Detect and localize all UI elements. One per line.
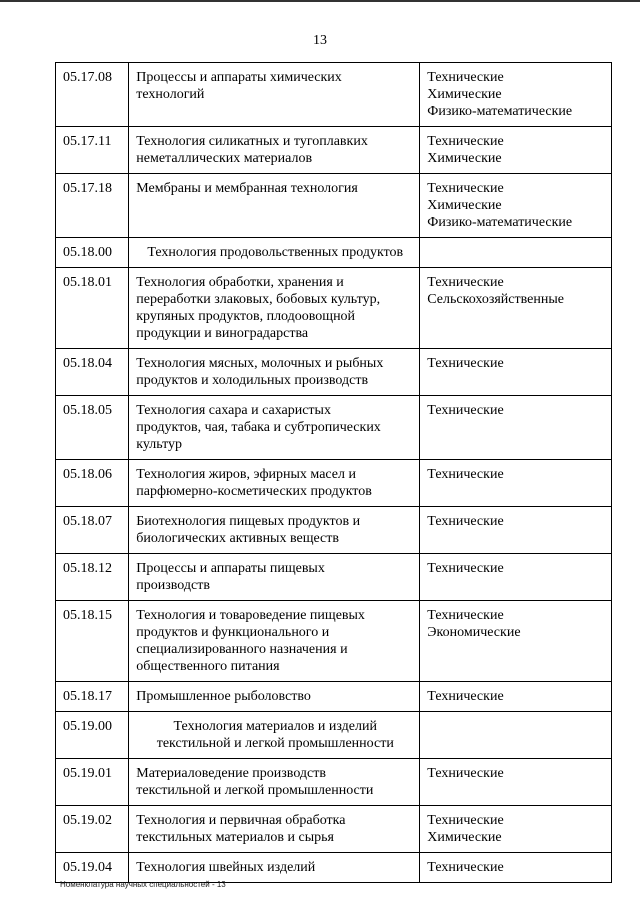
specialty-code: 05.17.08 [56,63,129,127]
specialty-code: 05.18.12 [56,554,129,601]
specialty-name: Технология обработки, хранения и переработки злаковых, бобовых культур, крупяных продуктов, плодоовощной продукции и виноградарства [129,268,420,349]
specialties-table-body [56,63,612,883]
science-branches: Технические [420,396,612,460]
science-branches [420,238,612,268]
science-branches: Технические Химические [420,806,612,853]
science-branches: Технические [420,759,612,806]
specialty-code: 05.18.17 [56,682,129,712]
specialty-name: Технология швейных изделий [129,853,420,883]
table-row [56,853,612,883]
table-row [56,682,612,712]
specialty-name: Процессы и аппараты химических технологий [129,63,420,127]
specialty-name: Материаловедение производств текстильной и легкой промышленности [129,759,420,806]
science-branches: Технические [420,682,612,712]
science-branches: Технические [420,554,612,601]
table-row [56,349,612,396]
table-row [56,174,612,238]
specialty-name: Технология силикатных и тугоплавких неметаллических материалов [129,127,420,174]
table-row [56,554,612,601]
specialty-name: Биотехнология пищевых продуктов и биологических активных веществ [129,507,420,554]
specialty-code: 05.18.06 [56,460,129,507]
table-row [56,238,612,268]
specialty-code: 05.18.01 [56,268,129,349]
table-row [56,806,612,853]
specialty-code: 05.19.00 [56,712,129,759]
specialty-name: Технология и первичная обработка текстильных материалов и сырья [129,806,420,853]
table-row [56,507,612,554]
specialties-table [55,62,612,883]
science-branches: Технические Химические [420,127,612,174]
science-branches: Технические [420,853,612,883]
specialty-name: Промышленное рыболовство [129,682,420,712]
specialty-name: Технология и товароведение пищевых продуктов и функционального и специализированного назначения и общественного питания [129,601,420,682]
science-branches: Технические Химические Физико-математические [420,63,612,127]
science-branches [420,712,612,759]
table-row [56,268,612,349]
table-row [56,460,612,507]
specialty-code: 05.18.05 [56,396,129,460]
specialty-code: 05.17.11 [56,127,129,174]
table-row [56,127,612,174]
science-branches: Технические [420,349,612,396]
specialty-name: Мембраны и мембранная технология [129,174,420,238]
science-branches: Технические Химические Физико-математические [420,174,612,238]
specialty-code: 05.17.18 [56,174,129,238]
specialty-code: 05.18.04 [56,349,129,396]
specialty-name: Технология мясных, молочных и рыбных продуктов и холодильных производств [129,349,420,396]
table-row [56,712,612,759]
specialty-name: Процессы и аппараты пищевых производств [129,554,420,601]
science-branches: Технические Экономические [420,601,612,682]
table-row [56,396,612,460]
specialty-group-name: Технология продовольственных продуктов [129,238,420,268]
page-number: 13 [313,33,327,48]
page-top-border [0,0,640,2]
science-branches: Технические [420,460,612,507]
specialty-code: 05.18.07 [56,507,129,554]
table-row [56,63,612,127]
specialty-group-name: Технология материалов и изделий текстильной и легкой промышленности [129,712,420,759]
specialty-code: 05.19.01 [56,759,129,806]
table-row [56,759,612,806]
page-footer: Номенклатура научных специальностей - 13 [60,880,226,889]
specialty-code: 05.19.04 [56,853,129,883]
specialty-name: Технология сахара и сахаристых продуктов, чая, табака и субтропических культур [129,396,420,460]
science-branches: Технические Сельскохозяйственные [420,268,612,349]
specialty-code: 05.18.15 [56,601,129,682]
specialty-name: Технология жиров, эфирных масел и парфюмерно-косметических продуктов [129,460,420,507]
table-row [56,601,612,682]
science-branches: Технические [420,507,612,554]
specialty-code: 05.18.00 [56,238,129,268]
specialty-code: 05.19.02 [56,806,129,853]
